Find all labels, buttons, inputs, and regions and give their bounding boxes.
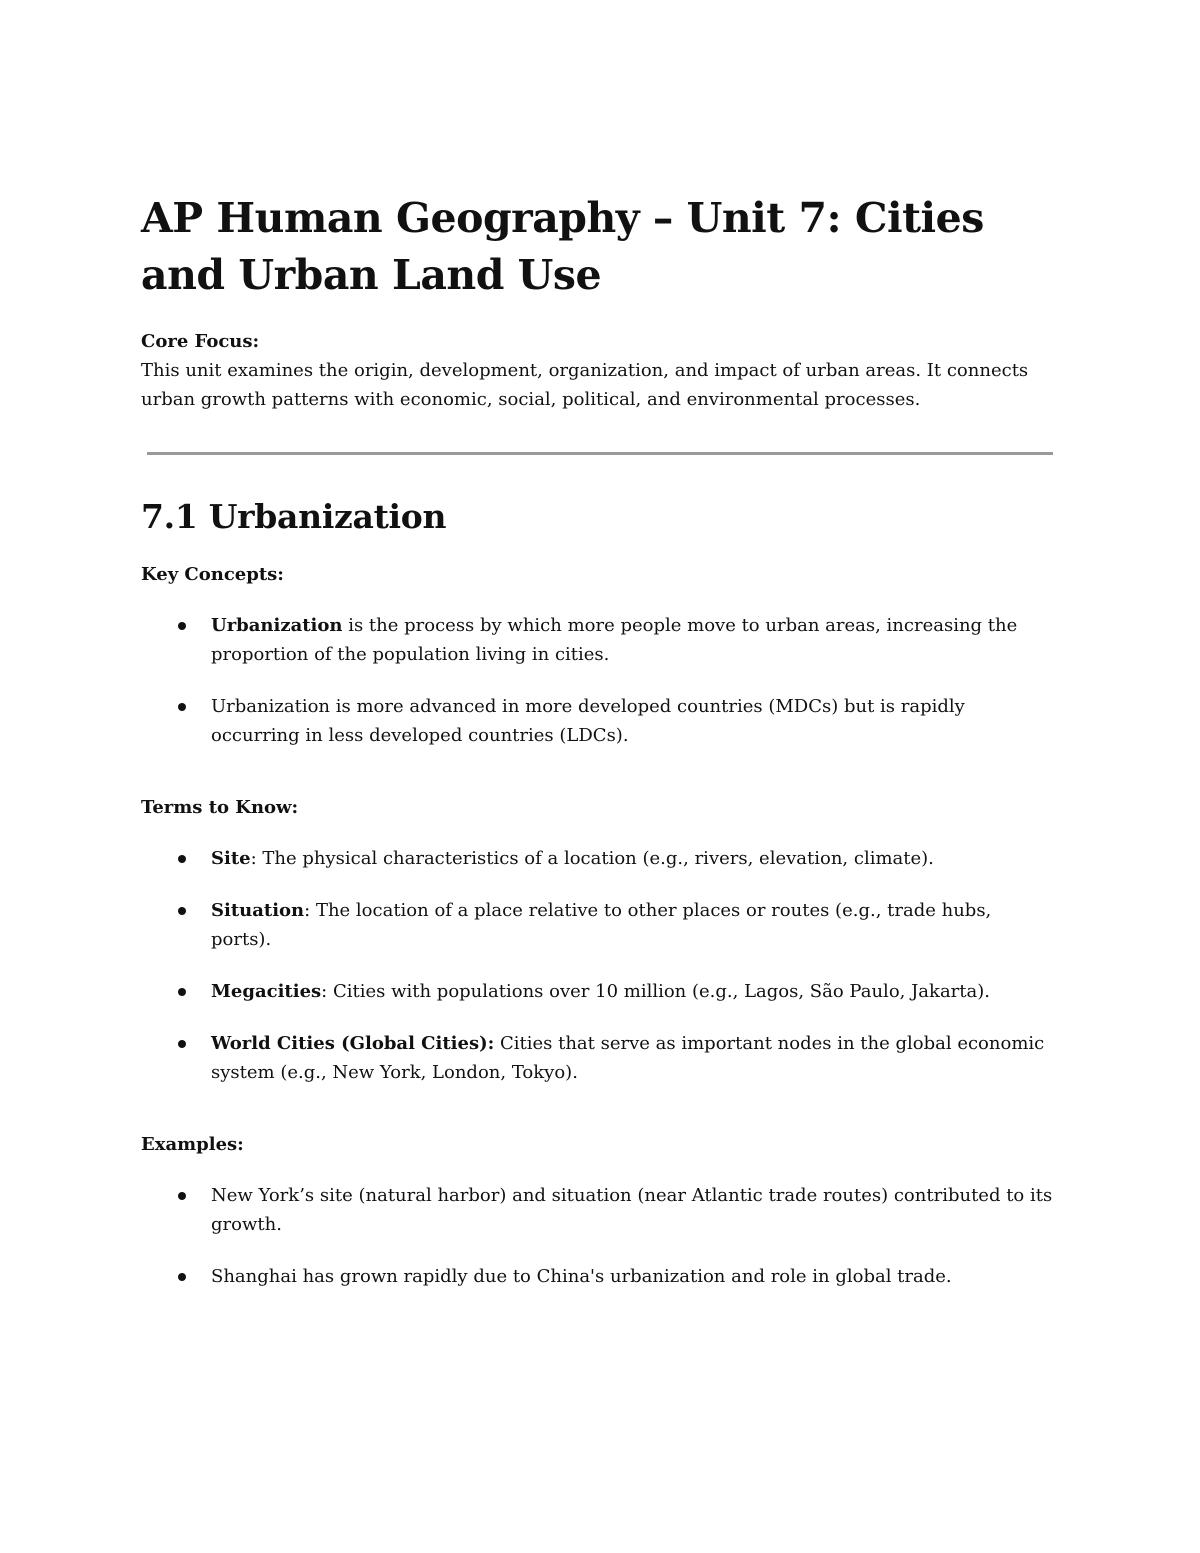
bullet-icon <box>178 703 186 711</box>
bullet-icon <box>178 622 186 630</box>
term-label: World Cities (Global Cities): <box>211 1033 495 1054</box>
document-page <box>141 190 1056 1291</box>
term-label: Urbanization <box>211 615 343 636</box>
core-focus-label: Core Focus: <box>141 331 260 352</box>
list-item <box>141 977 1056 1006</box>
term-label: Megacities <box>211 981 322 1002</box>
bullet-icon <box>178 1192 186 1200</box>
core-focus-text: This unit examines the origin, development, organization, and impact of urban areas. It connects urban growth patterns with economic, social, political, and environmental processes. <box>141 360 1029 410</box>
terms-list <box>141 844 1056 1087</box>
term-label: Situation <box>211 900 305 921</box>
term-definition: : Cities with populations over 10 million (e.g., Lagos, São Paulo, Jakarta). <box>321 981 990 1002</box>
term-definition: : The location of a place relative to other places or routes (e.g., trade hubs, ports). <box>211 900 992 950</box>
bullet-icon <box>178 988 186 996</box>
document-title: AP Human Geography – Unit 7: Cities and Urban Land Use <box>141 194 984 299</box>
list-item-text: New York’s site (natural harbor) and situation (near Atlantic trade routes) contributed to its growth. <box>211 1185 1053 1235</box>
list-item <box>141 1262 1056 1291</box>
list-item <box>141 1029 1056 1087</box>
bullet-icon <box>178 855 186 863</box>
bullet-icon <box>178 1273 186 1281</box>
term-definition: is the process by which more people move to urban areas, increasing the proportion of the population living in cities. <box>211 615 1018 665</box>
list-item <box>141 896 1056 954</box>
bullet-icon <box>178 907 186 915</box>
list-item-text: Shanghai has grown rapidly due to China's urbanization and role in global trade. <box>211 1266 952 1287</box>
key-concepts-label: Key Concepts: <box>141 564 284 585</box>
terms-label: Terms to Know: <box>141 797 299 818</box>
term-definition: Cities that serve as important nodes in the global economic system (e.g., New York, London, Tokyo). <box>211 1033 1045 1083</box>
key-concepts-list <box>141 611 1056 750</box>
examples-label: Examples: <box>141 1134 244 1155</box>
horizontal-divider <box>147 452 1053 455</box>
examples-list <box>141 1181 1056 1291</box>
list-item-text: Urbanization is more advanced in more developed countries (MDCs) but is rapidly occurring in less developed countries (LDCs). <box>211 696 965 746</box>
term-definition: : The physical characteristics of a location (e.g., rivers, elevation, climate). <box>250 848 934 869</box>
section-title: 7.1 Urbanization <box>141 497 447 536</box>
term-label: Site <box>211 848 251 869</box>
list-item <box>141 1181 1056 1239</box>
list-item <box>141 692 1056 750</box>
list-item <box>141 844 1056 873</box>
bullet-icon <box>178 1040 186 1048</box>
list-item <box>141 611 1056 669</box>
